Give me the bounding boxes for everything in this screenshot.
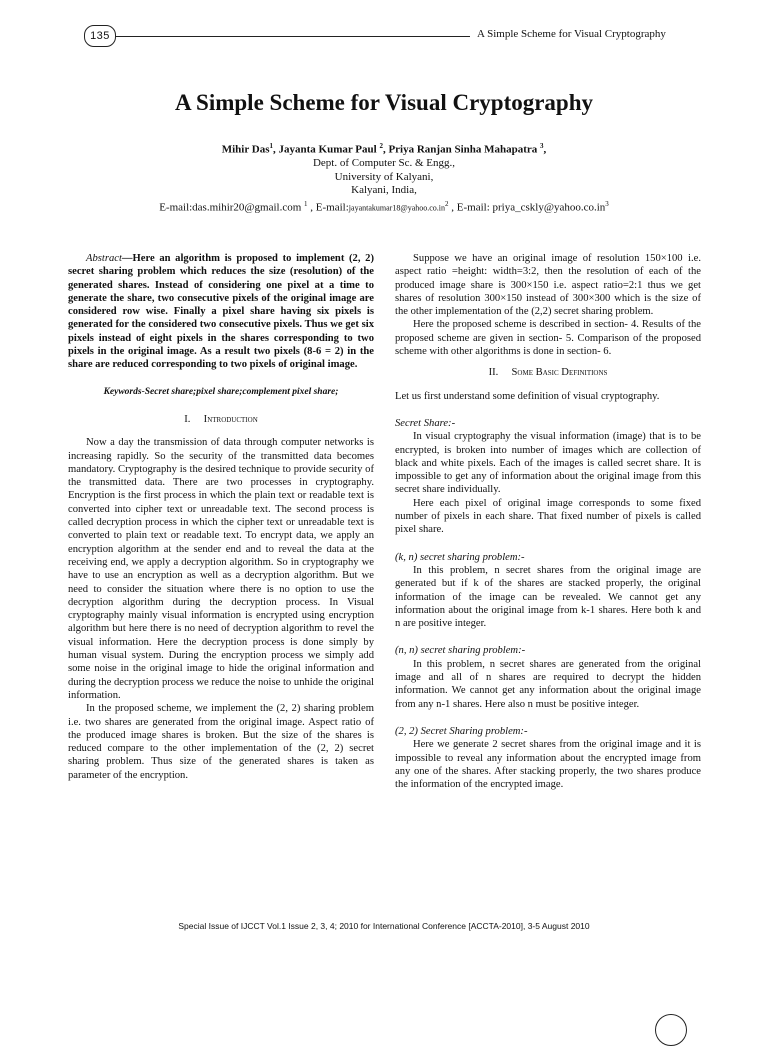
section-1-number: I.	[184, 413, 191, 425]
author-2-sup: 2	[379, 142, 383, 150]
abstract-text: —Here an algorithm is proposed to implement (2, 2) secret sharing problem which reduces the size (resolution) of the generated shares. Instead of considering one pixel at a time to generate the share, two consecutive pixels of the original image are considered row wise. Finally a pixel share having six pixels is generated for the considered two consecutive pixels. Thus we get six pixels instead of eight pixels in the shares corresponding to two pixels in the original image. As a result two pixels (8-6 = 2) in the share are reduced corresponding to two pixels of original image.	[68, 253, 374, 371]
section-heading-introduction	[68, 413, 374, 426]
paper-title: A Simple Scheme for Visual Cryptography	[174, 90, 594, 115]
author-3-sup: 3	[540, 142, 544, 150]
author-2: , Jayanta Kumar Paul	[273, 143, 380, 156]
emails	[0, 198, 768, 215]
city: Kalyani, India,	[351, 184, 417, 197]
author-3: , Priya Ranjan Sinha Mahapatra	[382, 143, 541, 156]
department: Dept. of Computer Sc. & Engg.,	[312, 157, 456, 170]
section-2-title: Some Basic Definitions	[511, 367, 608, 379]
left-column	[68, 252, 374, 782]
author-block	[0, 140, 768, 215]
abstract-lead: Abstract	[86, 253, 122, 264]
s22-heading: (2, 2) Secret Sharing problem:-	[395, 725, 528, 737]
author-names	[0, 140, 768, 157]
secret-share-heading: Secret Share:-	[395, 417, 456, 429]
nn-heading: (n, n) secret sharing problem:-	[395, 645, 526, 657]
nn-paragraph: In this problem, n secret shares are generated from the original image and all of n shares are required to decrypt the hidden information. We cannot get any information about the original image from any n-1 shares. Here also n must be positive integer.	[395, 658, 701, 710]
section-2-number: II.	[488, 367, 499, 379]
organization-paragraph: Here the proposed scheme is described in section- 4. Results of the proposed scheme are given in section- 5. Comparison of the proposed scheme with other algorithms is done in section- 6.	[395, 319, 701, 358]
author-1: Mihir Das	[221, 143, 270, 156]
intro-paragraph-1: Now a day the transmission of data through computer networks is increasing rapidly. So the security of the transmitted data becomes mandatory. Cryptography is the desired technique to provide security of the transmitted data. There are two processes in cryptography. Encryption is the first process in which the plain text or readable text is converted into cipher text or unreadable text. The second process is called decryption process in which the cipher text or unreadable text is converted to plain text or readable text. To encrypt data, we apply an encryption algorithm at the sender end and to reveal the data at the receiving end, we apply a decryption algorithm. So in cryptography we have to use an encryption as well as a decryption algorithm. But we need to consider the situation where there is no option to use the decryption algorithm during the decryption process. In Visual cryptography mainly visual information is encrypted using encryption algorithm but here there is no need of decryption algorithm to revel the visual information. Here the decryption process is done simply by human visual system. During the encryption process we simply add some noise in the original image to hide the original information and during the decryption process we reduce the noise to unhide the original information.	[68, 437, 374, 701]
s22-paragraph: Here we generate 2 secret shares from the original image and it is impossible to reveal any information about the encrypted image from any one of the shares. After stacking properly, the two shares produce the information of the encrypted image.	[395, 739, 701, 791]
kn-heading: (k, n) secret sharing problem:-	[395, 551, 525, 563]
email-1-sup: 1	[304, 199, 308, 208]
email-2-sup: 2	[445, 199, 449, 208]
email-3-sup: 3	[605, 199, 609, 208]
email-1[interactable]: E-mail:das.mihir20@gmail.com	[159, 201, 305, 214]
section-heading-definitions	[395, 366, 701, 379]
kn-paragraph: In this problem, n secret shares from the original image are generated but if k of the shares are stacked properly, the original information of the image can be revealed. We cannot get any information about the original image from k-1 shares. Here both k and n are positive integer.	[395, 564, 701, 630]
definitions-intro: Let us first understand some definition of visual cryptography.	[395, 390, 660, 402]
abstract	[68, 252, 374, 372]
keywords: Keywords-Secret share;pixel share;complement pixel share;	[103, 386, 339, 397]
page-number: 135	[84, 25, 116, 47]
secret-share-paragraph-1: In visual cryptography the visual information (image) that is to be encrypted, is broken into number of images which are collection of black and white pixels. Each of the images is called secret share. It is impossible to get any of information about the original image from this secret share individually.	[395, 431, 701, 496]
page-corner-mark	[655, 1014, 687, 1046]
resolution-paragraph: Suppose we have an original image of resolution 150×100 i.e. aspect ratio =height: width=3:2, then the resolution of each of the produced image share is 300×150 i.e. aspect ratio=2:1 thus we get shares of resolution 300×150 instead of 300×300 which is the size of the other implementation of the (2,2) secret sharing problem.	[395, 253, 701, 318]
footer: Special Issue of IJCCT Vol.1 Issue 2, 3, 4; 2010 for International Conference [ACCTA-2010], 3-5 August 2010	[178, 921, 590, 931]
email-2[interactable]: jayantakumar18@yahoo.co.in	[348, 203, 446, 213]
secret-share-paragraph-2: Here each pixel of original image corresponds to some fixed number of pixels in each share. That fixed number of pixels is called pixel share.	[395, 497, 701, 536]
author-3-end: ,	[543, 143, 547, 156]
email-3[interactable]: , E-mail: priya_cskly@yahoo.co.in	[448, 201, 606, 214]
author-1-sup: 1	[269, 142, 273, 150]
university: University of Kalyani,	[334, 170, 434, 183]
section-1-title: Introduction	[203, 413, 258, 425]
right-column	[395, 252, 701, 791]
email-2-prefix: , E-mail:	[307, 201, 349, 214]
intro-paragraph-2: In the proposed scheme, we implement the (2, 2) sharing problem i.e. two shares are generated from the original image. Aspect ratio of the produced image shares is broken. But the size of the shares is reduced compare to the other implementation of the (2, 2) secret sharing problem. Thus size of the generated shares is taken as parameter of the encryption.	[68, 703, 374, 781]
header-rule	[115, 36, 470, 37]
running-title: A Simple Scheme for Visual Cryptography	[477, 28, 666, 40]
